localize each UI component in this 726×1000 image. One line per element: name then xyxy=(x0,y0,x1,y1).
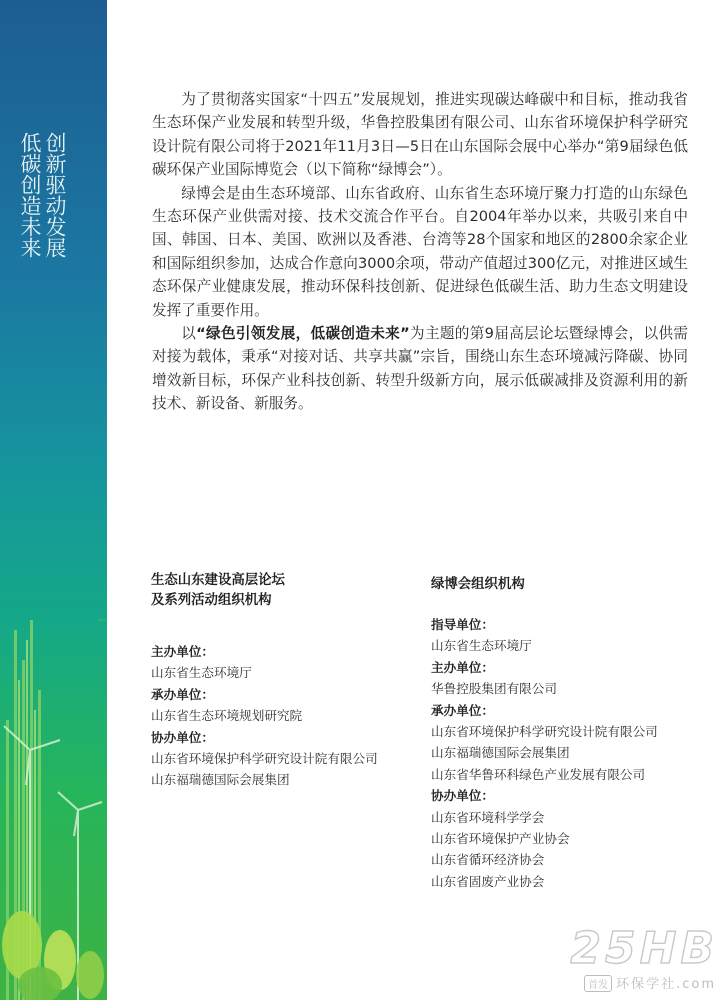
co-organizer-entity: 山东省环境科学学会 xyxy=(431,809,545,825)
sidebar-slogan xyxy=(18,132,67,462)
sidebar-banner xyxy=(0,0,107,1000)
host-entity: 山东省生态环境厅 xyxy=(151,665,252,681)
co-organizer-entity: 山东省循环经济协会 xyxy=(431,852,545,868)
accent-tick xyxy=(98,619,106,621)
watermark-badge: 首发 xyxy=(584,975,612,992)
co-organizer-entity: 山东省固废产业协会 xyxy=(431,873,545,889)
intro-paragraph-2: 绿博会是由生态环境部、山东省政府、山东省生态环境厅聚力打造的山东绿色生态环保产业供需对接、技术交流合作平台。自2004年举办以来，共吸引来自中国、韩国、日本、美国、欧洲以及香港、台湾等28个国家和地区的2800余家企业和国际组织参加，达成合作意向3000余项，带动产值超过300亿元，对推进区域生态环保产业健康发展，推动环保科技创新、促进绿色低碳生活、助力生态文明建设发挥了重要作用。 xyxy=(152,184,688,319)
theme-slogan: “绿色引领发展，低碳创造未来” xyxy=(196,325,410,343)
spacer xyxy=(151,611,421,641)
host-label: 主办单位： xyxy=(151,644,214,659)
heading-line-1: 生态山东建设高层论坛 xyxy=(151,573,285,588)
watermark-site-name: 环保学社.com xyxy=(616,977,716,992)
spacer xyxy=(431,595,711,614)
intro-p3-lead: 以 xyxy=(181,325,197,343)
watermark-site xyxy=(584,973,716,992)
intro-text xyxy=(152,88,688,416)
watermark-brand: 25HB xyxy=(570,923,718,974)
forum-organization-heading xyxy=(151,571,421,611)
intro-paragraph-3 xyxy=(152,322,688,416)
forum-organization xyxy=(151,571,421,791)
expo-organization-heading: 绿博会组织机构 xyxy=(431,577,525,592)
host-entity: 华鲁控股集团有限公司 xyxy=(431,681,557,697)
guide-label: 指导单位： xyxy=(431,617,494,632)
host-label: 主办单位： xyxy=(431,659,494,675)
slogan-part-2: 低碳创造未来 xyxy=(18,132,42,258)
slogan-part-1: 创新驱动发展 xyxy=(43,132,67,258)
heading-line-2: 及系列活动组织机构 xyxy=(151,593,272,608)
organizer-entity: 山东福瑞德国际会展集团 xyxy=(431,745,570,761)
co-organizer-entity: 山东福瑞德国际会展集团 xyxy=(151,772,290,788)
organizer-label: 承办单位： xyxy=(151,686,214,702)
co-organizer-label: 协办单位： xyxy=(431,788,494,804)
organizer-entity: 山东省生态环境规划研究院 xyxy=(151,708,303,724)
site-watermark xyxy=(546,924,718,994)
organizer-entity: 山东省环境保护科学研究设计院有限公司 xyxy=(431,724,658,740)
organizer-label: 承办单位： xyxy=(431,702,494,718)
expo-organization xyxy=(431,575,711,892)
co-organizer-entity: 山东省环境保护科学研究设计院有限公司 xyxy=(151,751,378,767)
intro-paragraph-1: 为了贯彻落实国家“十四五”发展规划，推进实现碳达峰碳中和目标，推动我省生态环保产业发展和转型升级，华鲁控股集团有限公司、山东省环境保护科学研究设计院有限公司将于2021年11月3日—5日在山东国际会展中心举办“第9届绿色低碳环保产业国际博览会（以下简称“绿博会”）。 xyxy=(152,91,688,179)
organizer-entity: 山东省华鲁环科绿色产业发展有限公司 xyxy=(431,766,646,782)
co-organizer-label: 协办单位： xyxy=(151,729,214,745)
wind-turbine-illustration xyxy=(0,600,107,1000)
guide-entity: 山东省生态环境厅 xyxy=(431,638,532,654)
intro-p3-rest: 为主题的第9届高层论坛暨绿博会，以供需对接为载体，秉承“对接对话、共享共赢”宗旨，围绕山东生态环境减污降碳、协同增效新目标，环保产业科技创新、转型升级新方向，展示低碳减排及资源利用的新技术、新设备、新服务。 xyxy=(152,325,688,413)
co-organizer-entity: 山东省环境保护产业协会 xyxy=(431,831,570,847)
